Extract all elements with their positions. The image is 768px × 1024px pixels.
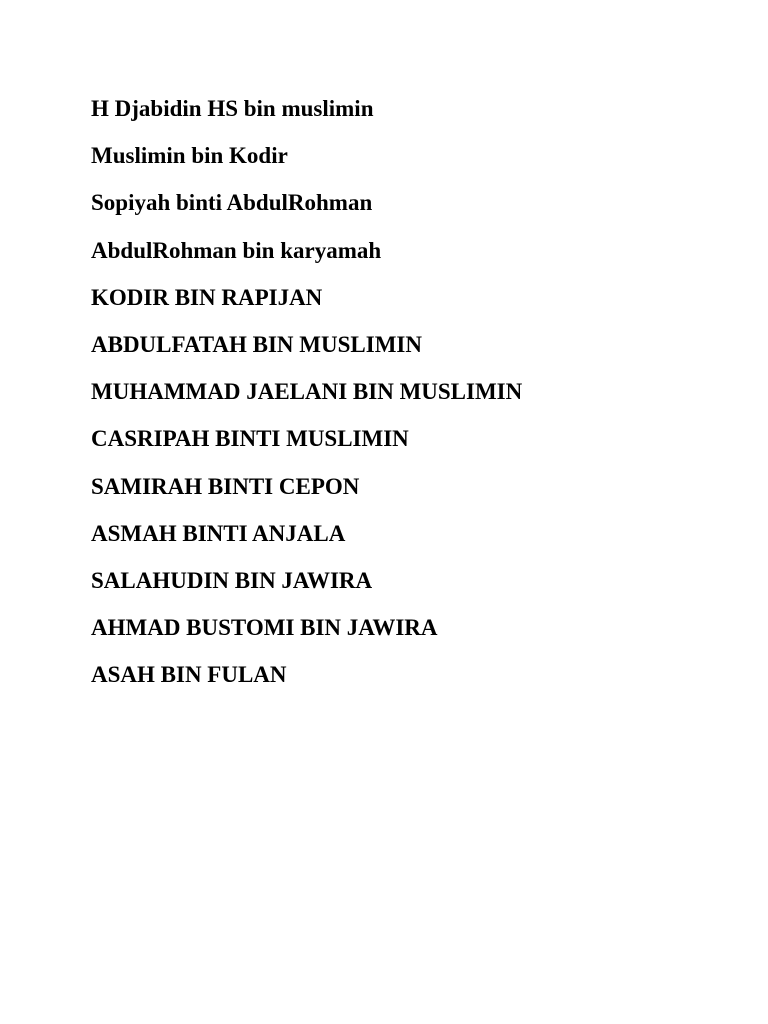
name-line: SAMIRAH BINTI CEPON [91, 473, 360, 499]
name-line: Muslimin bin Kodir [91, 143, 288, 169]
name-line: H Djabidin HS bin muslimin [91, 96, 374, 121]
name-line: AHMAD BUSTOMI BIN JAWIRA [91, 615, 438, 641]
name-line: CASRIPAH BINTI MUSLIMIN [91, 426, 409, 452]
name-line: ABDULFATAH BIN MUSLIMIN [91, 331, 422, 357]
name-line: Sopiyah binti AbdulRohman [91, 190, 373, 216]
name-line: AbdulRohman bin karyamah [91, 237, 382, 263]
name-list [91, 92, 522, 705]
name-line: ASAH BIN FULAN [91, 662, 287, 688]
name-line: ASMAH BINTI ANJALA [91, 520, 346, 546]
name-line: MUHAMMAD JAELANI BIN MUSLIMIN [91, 379, 523, 405]
name-line: KODIR BIN RAPIJAN [91, 284, 323, 310]
name-line: SALAHUDIN BIN JAWIRA [91, 567, 373, 593]
